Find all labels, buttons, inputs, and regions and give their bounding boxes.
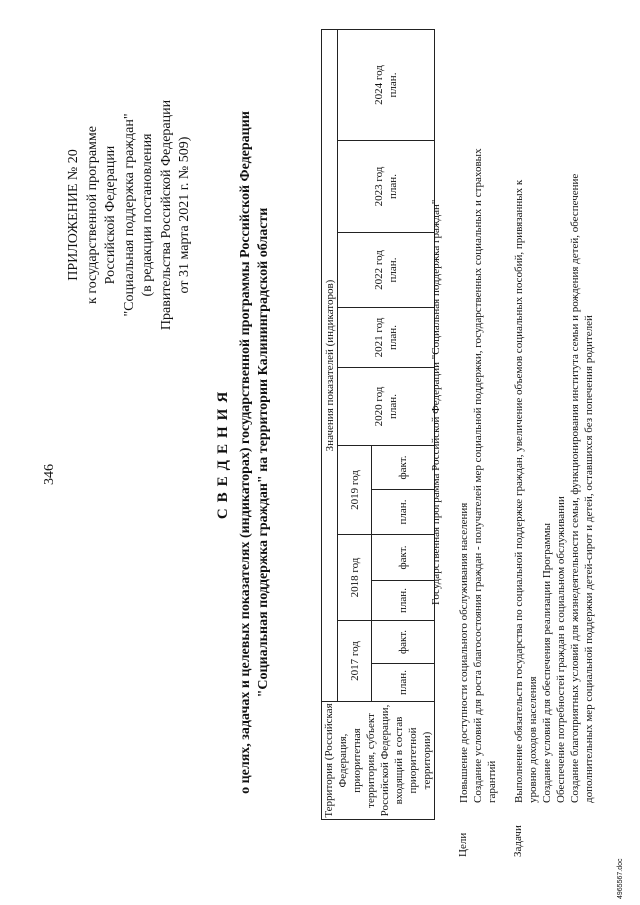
document-subtitle-line: о целях, задачах и целевых показателях (индикаторах) государственной программы Российской Федерации: [238, 111, 253, 794]
task-line: Создание благоприятных условий для жизнедеятельности семьи, функционирования института семьи и рождения детей, обеспечение: [569, 173, 581, 803]
appendix-line: (в редакции постановления: [140, 133, 155, 297]
indicators-table: [321, 29, 435, 820]
goal-line: Создание условий для роста благосостояния граждан - получателей мер социальной поддержки, государственных социальных и страховых: [472, 148, 484, 803]
task-line: Обеспечение потребностей граждан в социальном обслуживании: [555, 496, 567, 803]
year-2021-plan-header: [338, 308, 435, 368]
year-2022-plan-header: [338, 233, 435, 308]
plan-label: план.: [387, 325, 399, 350]
year-2018-header: 2018 год: [338, 535, 372, 621]
task-line: дополнительных мер социальной поддержки детей-сирот и детей, оставшихся без попечения родителей: [583, 315, 595, 803]
year-label: 2023 год: [373, 166, 385, 207]
fact-subheader-2019: факт.: [372, 446, 435, 490]
appendix-line: Правительства Российской Федерации: [158, 99, 174, 331]
appendix-header: [65, 35, 195, 395]
year-label: 2020 год: [373, 386, 385, 427]
appendix-line: "Социальная поддержка граждан": [121, 113, 137, 317]
tasks-list: [512, 8, 596, 803]
territory-header-line: Федерация, приоритетная: [337, 728, 363, 793]
year-label: 2022 год: [373, 250, 385, 290]
territory-header-line: Территория (Российская: [323, 703, 335, 818]
appendix-line: ПРИЛОЖЕНИЕ № 20: [66, 149, 81, 281]
fact-subheader-2017: факт.: [372, 621, 435, 664]
year-2020-plan-header: [338, 368, 435, 446]
values-header-cell: Значения показателей (индикаторов): [322, 30, 338, 702]
territory-header-line: приоритетной территории): [407, 727, 433, 794]
document-file-id: 4965567.doc: [617, 858, 624, 899]
goal-line: Повышение доступности социального обслуживания населения: [458, 502, 470, 803]
territory-header-line: входящий в состав: [393, 716, 405, 805]
document-title-block: [215, 0, 273, 905]
goals-label: Цели: [457, 832, 469, 857]
appendix-line: к государственной программе: [84, 126, 100, 304]
year-2019-header: 2019 год: [338, 446, 372, 535]
document-subtitle-line: "Социальная поддержка граждан" на территории Калининградской области: [256, 207, 271, 698]
page-number: 346: [42, 464, 57, 485]
state-program-heading: Государственная программа Российской Федерации "Социальная поддержка граждан": [430, 199, 442, 605]
tasks-label: Задачи: [512, 825, 524, 857]
year-label: 2021 год: [373, 317, 385, 358]
task-line: Выполнение обязательств государства по социальной поддержке граждан, увеличение объемов социальных пособий, привязанных к: [513, 179, 525, 803]
territory-header-cell: [322, 702, 435, 820]
plan-label: план.: [387, 394, 399, 419]
appendix-line: Российской Федерации: [103, 145, 118, 285]
territory-header-line: территория, субъект: [365, 713, 377, 808]
plan-subheader-2017: план.: [372, 664, 435, 702]
territory-header-line: Российской Федерации,: [379, 704, 391, 817]
plan-subheader-2019: план.: [372, 490, 435, 535]
fact-subheader-2018: факт.: [372, 535, 435, 581]
plan-label: план.: [387, 174, 399, 199]
task-line: Создание условий для обеспечения реализации Программы: [541, 523, 553, 803]
year-label: 2024 год: [373, 65, 385, 105]
appendix-line: от 31 марта 2021 г. № 509): [177, 136, 192, 294]
plan-label: план.: [387, 72, 399, 98]
goal-line: гарантий: [486, 760, 498, 803]
goals-list: [457, 63, 499, 803]
year-2024-plan-header: [338, 30, 435, 141]
document-title: СВЕДЕНИЯ: [215, 385, 231, 520]
plan-label: план.: [387, 257, 399, 283]
plan-subheader-2018: план.: [372, 581, 435, 621]
year-2023-plan-header: [338, 141, 435, 233]
year-2017-header: 2017 год: [338, 621, 372, 702]
task-line: уровню доходов населения: [527, 676, 539, 803]
